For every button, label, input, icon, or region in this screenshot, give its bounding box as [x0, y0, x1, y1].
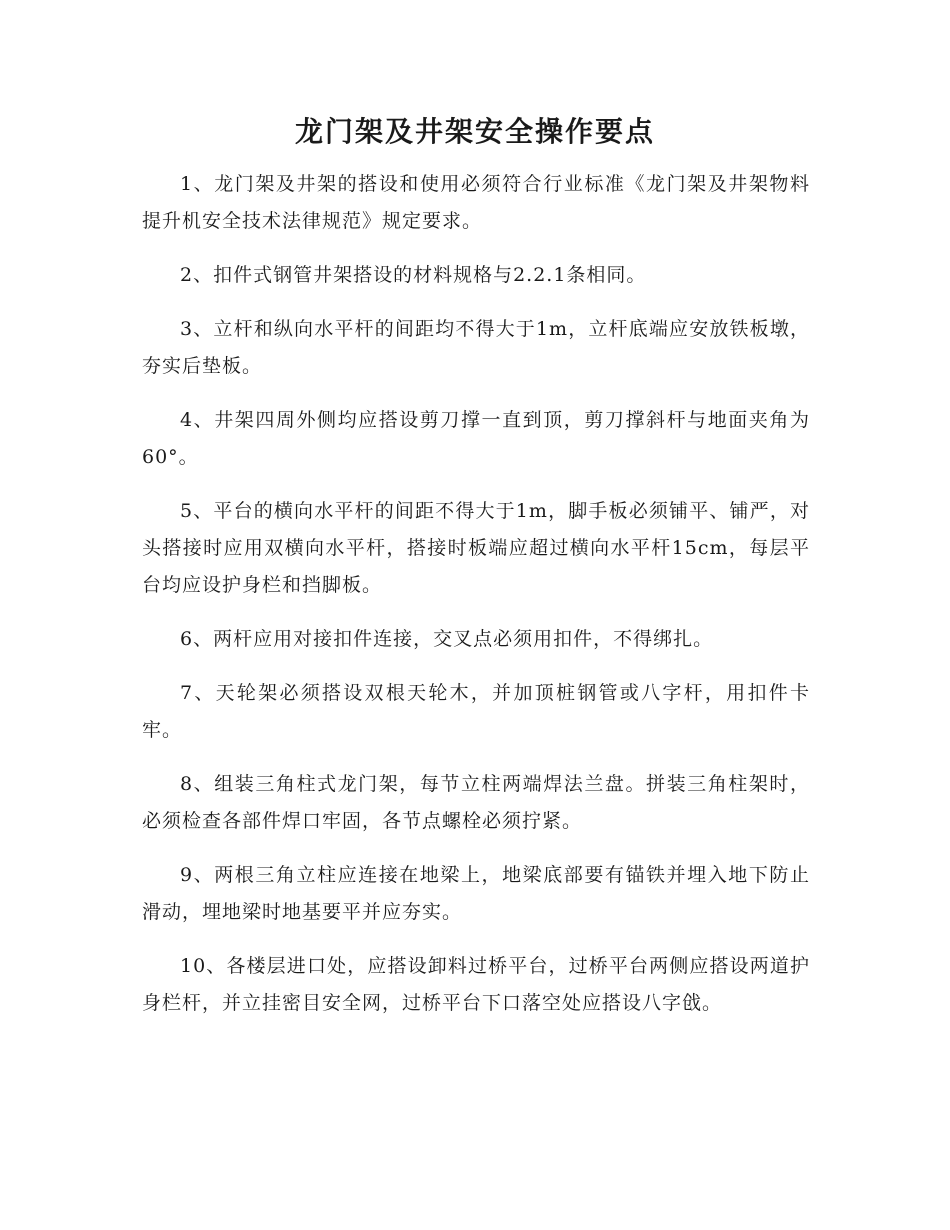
paragraph-1: 1、龙门架及井架的搭设和使用必须符合行业标准《龙门架及井架物料提升机安全技术法律规范》规定要求。: [142, 173, 810, 232]
paragraph-10: 10、各楼层进口处，应搭设卸料过桥平台，过桥平台两侧应搭设两道护身栏杆，并立挂密目安全网，过桥平台下口落空处应搭设八字戗。: [142, 955, 810, 1014]
document-title: 龙门架及井架安全操作要点: [294, 115, 655, 148]
document-body: [142, 166, 810, 1039]
paragraph-3: 3、立杆和纵向水平杆的间距均不得大于1m，立杆底端应安放铁板墩，夯实后垫板。: [142, 318, 810, 377]
paragraph-9: 9、两根三角立柱应连接在地梁上，地梁底部要有锚铁并埋入地下防止滑动，埋地梁时地基要平并应夯实。: [142, 864, 810, 923]
paragraph-6: 6、两杆应用对接扣件连接，交叉点必须用扣件，不得绑扎。: [180, 628, 714, 650]
paragraph-2: 2、扣件式钢管井架搭设的材料规格与2.2.1条相同。: [180, 264, 647, 286]
paragraph-8: 8、组装三角柱式龙门架，每节立柱两端焊法兰盘。拼装三角柱架时，必须检查各部件焊口牢固，各节点螺栓必须拧紧。: [142, 773, 810, 832]
paragraph-4: 4、井架四周外侧均应搭设剪刀撑一直到顶，剪刀撑斜杆与地面夹角为60°。: [142, 409, 810, 468]
paragraph-5: 5、平台的横向水平杆的间距不得大于1m，脚手板必须铺平、铺严，对头搭接时应用双横向水平杆，搭接时板端应超过横向水平杆15cm，每层平台均应设护身栏和挡脚板。: [142, 500, 810, 596]
paragraph-7: 7、天轮架必须搭设双根天轮木，并加顶桩钢管或八字杆，用扣件卡牢。: [142, 682, 810, 741]
